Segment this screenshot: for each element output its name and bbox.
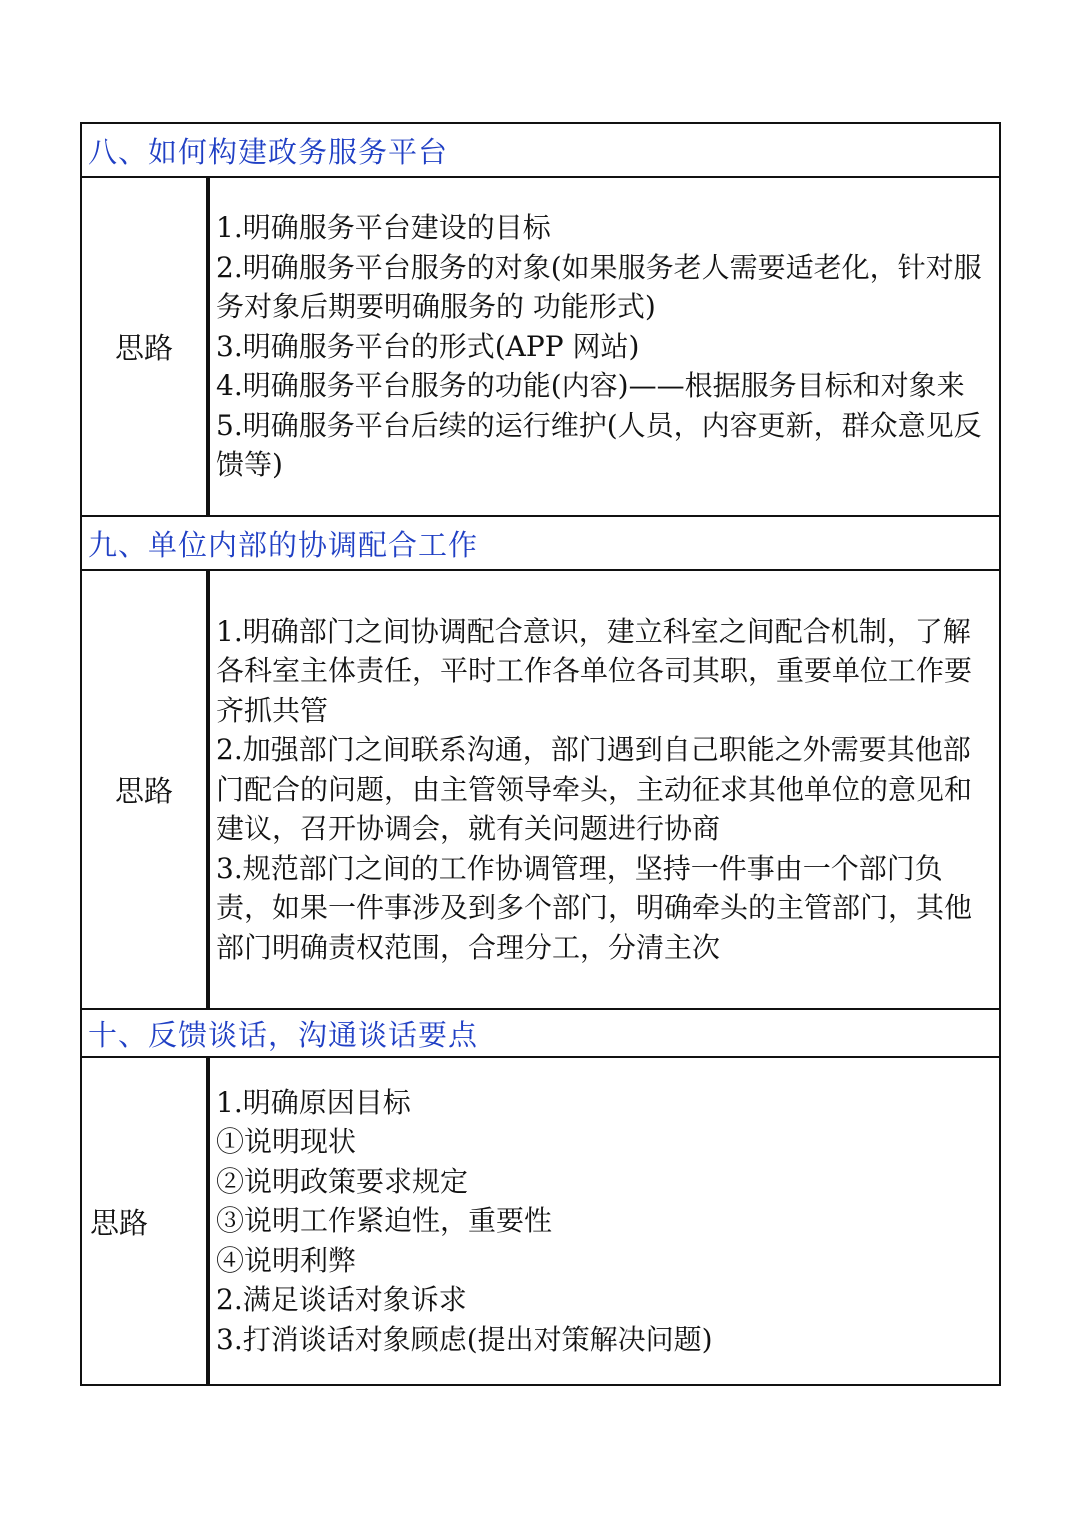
- row-label: 思路: [81, 177, 208, 516]
- list-item: 1.明确原因目标: [216, 1085, 411, 1119]
- section-title: 九、单位内部的协调配合工作: [81, 516, 1000, 570]
- list-item: 3.规范部门之间的工作协调管理，坚持一件事由一个部门负责，如果一件事涉及到多个部门，明确牵头的主管部门，其他部门明确责权范围，合理分工，分清主次: [216, 851, 973, 964]
- list-item: 2.明确服务平台服务的对象(如果服务老人需要适老化，针对服务对象后期要明确服务的 功能形式): [216, 250, 982, 324]
- section-header-10: [81, 1009, 1000, 1057]
- section-title: 八、如何构建政务服务平台: [81, 123, 1000, 177]
- section-title: 十、反馈谈话，沟通谈话要点: [81, 1009, 1000, 1057]
- section-row-8: [81, 177, 1000, 516]
- list-item: ②说明政策要求规定: [216, 1164, 469, 1198]
- list-item: 1.明确服务平台建设的目标: [216, 211, 551, 245]
- section-row-10: [81, 1057, 1000, 1385]
- list-item: 3.打消谈话对象顾虑(提出对策解决问题): [216, 1322, 713, 1356]
- notes-table: [80, 122, 1001, 1386]
- row-label: 思路: [81, 1057, 208, 1385]
- section-header-9: [81, 516, 1000, 570]
- row-content: [208, 177, 1000, 516]
- list-item: 5.明确服务平台后续的运行维护(人员，内容更新，群众意见反馈等): [216, 408, 982, 482]
- row-content: [208, 1057, 1000, 1385]
- list-item: 2.加强部门之间联系沟通，部门遇到自己职能之外需要其他部门配合的问题，由主管领导牵头，主动征求其他单位的意见和建议，召开协调会，就有关问题进行协商: [216, 733, 973, 846]
- list-item: 2.满足谈话对象诉求: [216, 1283, 467, 1317]
- list-item: 4.明确服务平台服务的功能(内容)——根据服务目标和对象来: [216, 369, 965, 403]
- list-item: ③说明工作紧迫性，重要性: [216, 1204, 553, 1238]
- list-item: 3.明确服务平台的形式(APP 网站): [216, 329, 640, 363]
- row-content: [208, 570, 1000, 1009]
- list-item: ①说明现状: [216, 1125, 357, 1159]
- section-row-9: [81, 570, 1000, 1009]
- row-label: 思路: [81, 570, 208, 1009]
- list-item: 1.明确部门之间协调配合意识，建立科室之间配合机制，了解各科室主体责任，平时工作各单位各司其职，重要单位工作要齐抓共管: [216, 614, 973, 727]
- section-header-8: [81, 123, 1000, 177]
- list-item: ④说明利弊: [216, 1243, 357, 1277]
